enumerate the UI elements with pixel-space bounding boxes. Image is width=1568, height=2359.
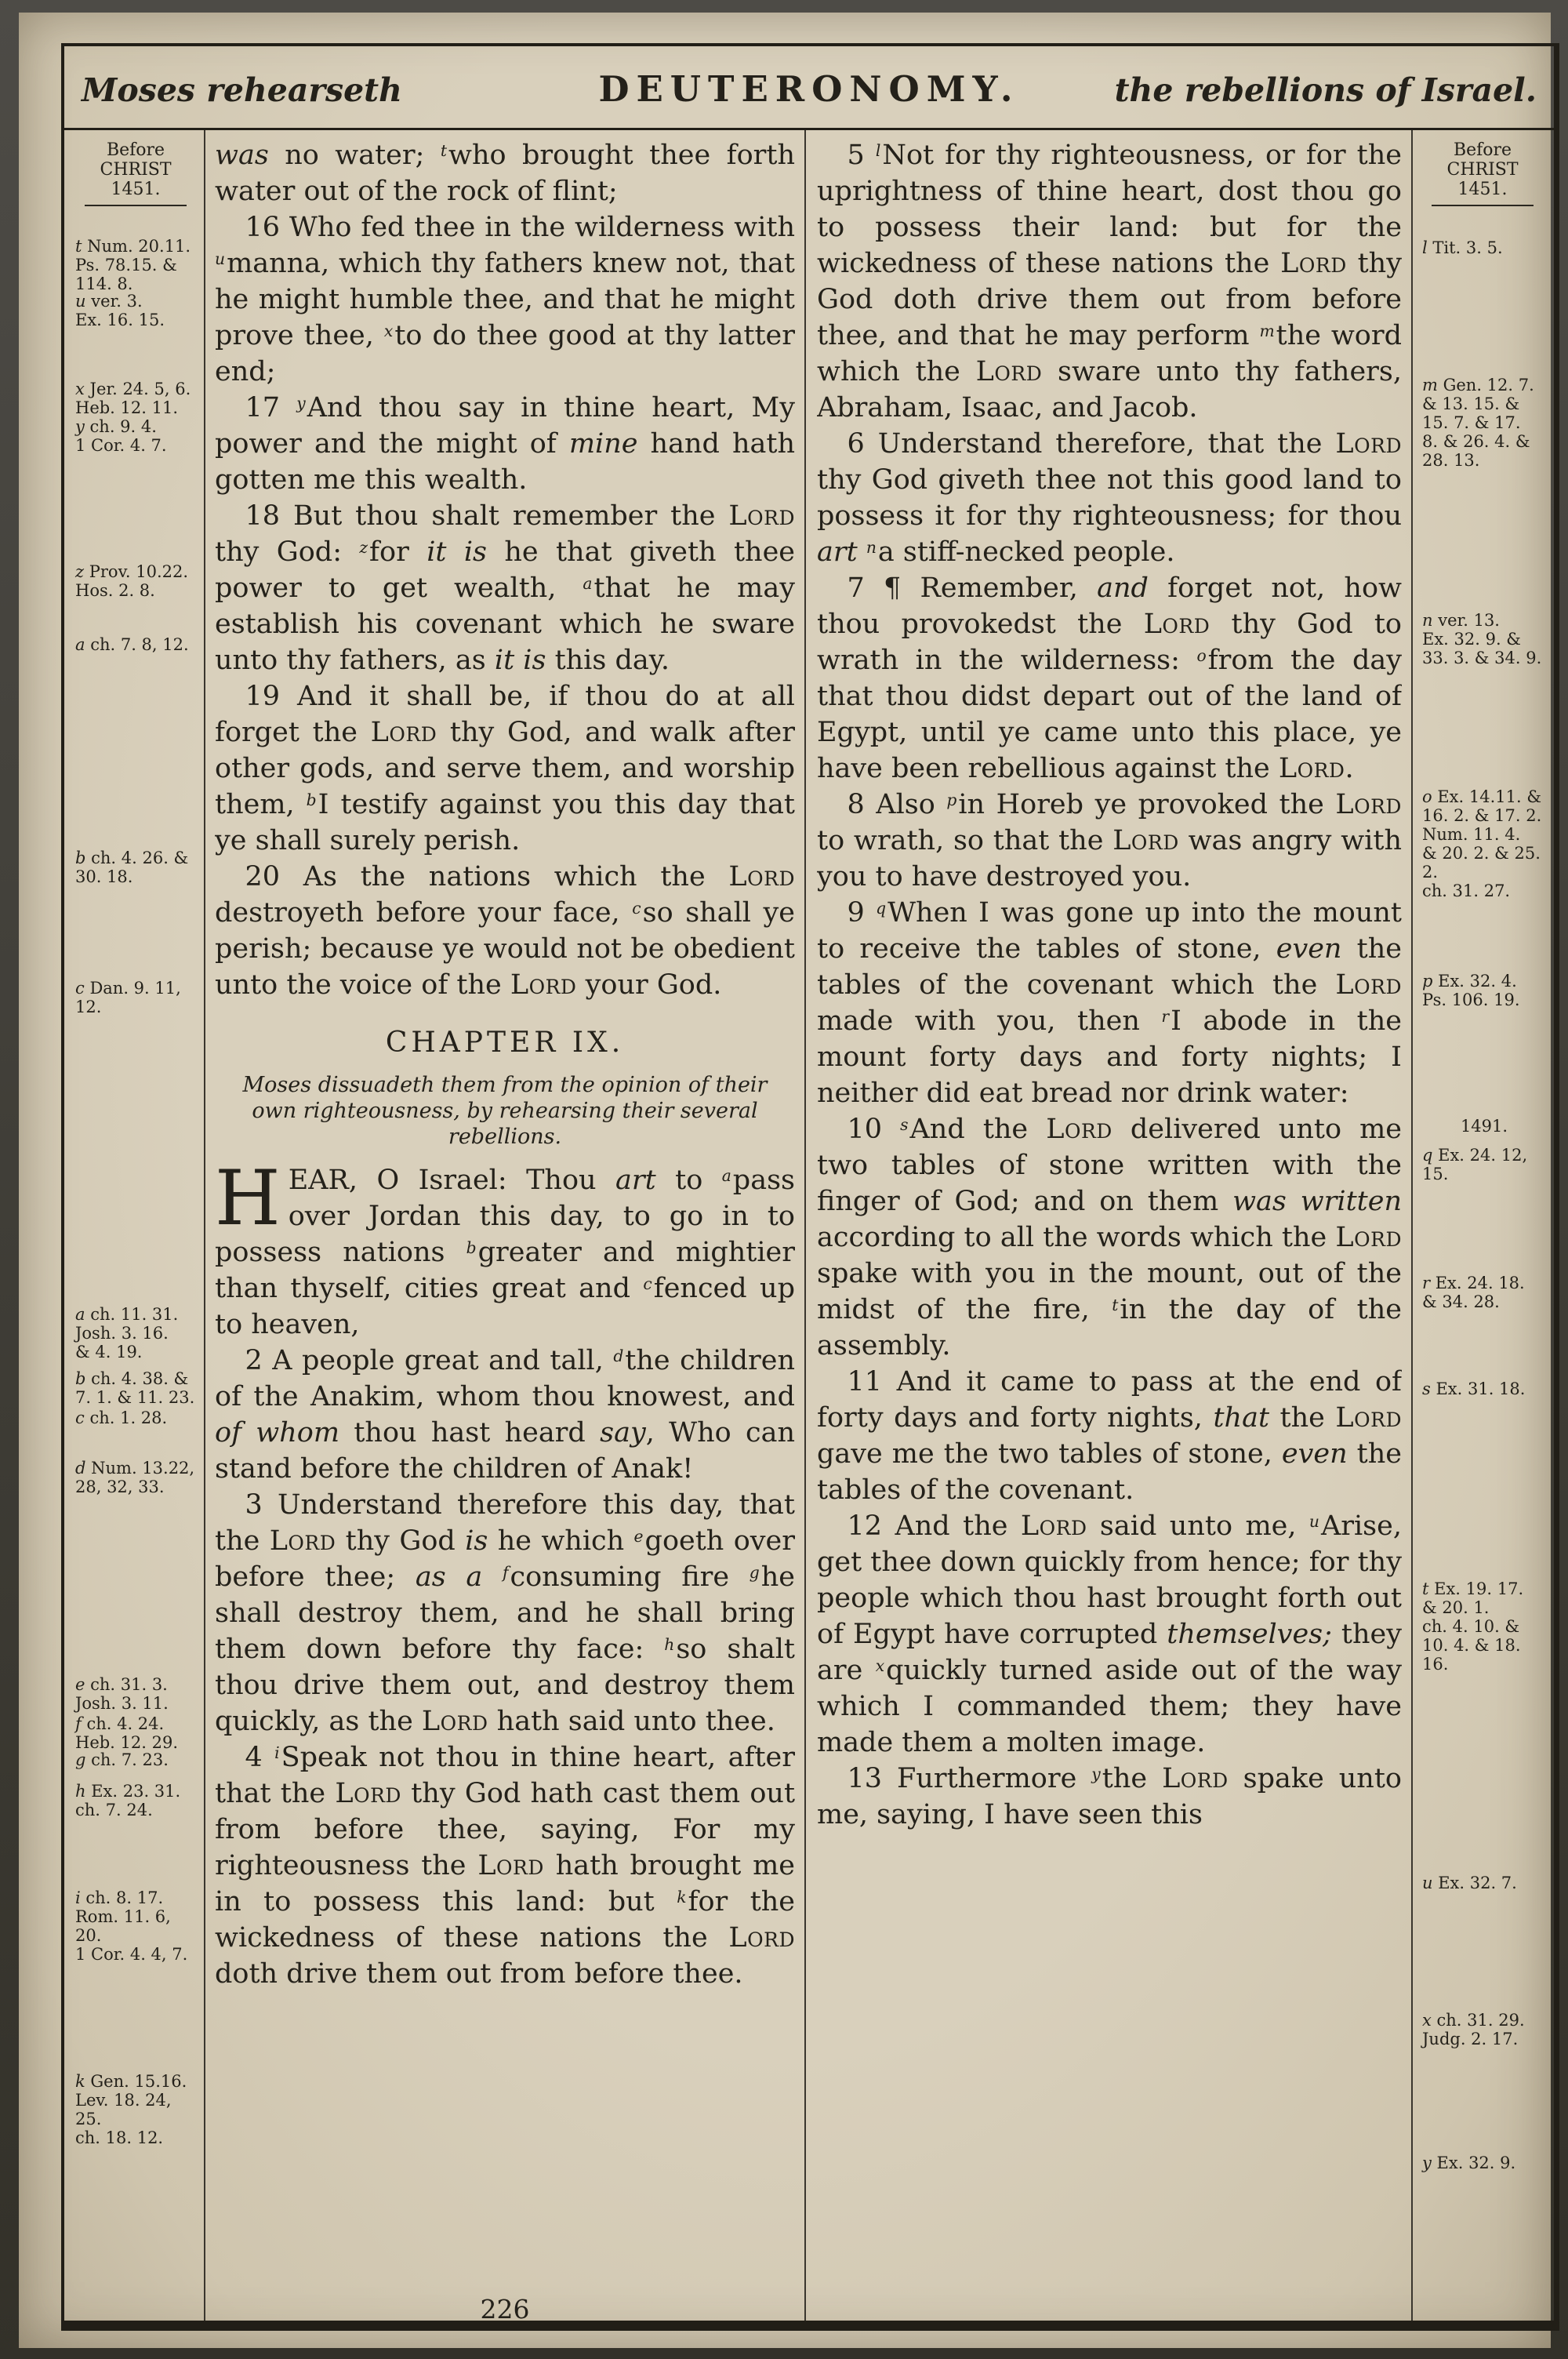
margin-note: n ver. 13. Ex. 32. 9. & 33. 3. & 34. 9. <box>1422 611 1542 667</box>
verse-paragraph: 6 Understand therefore, that the Lord thy God giveth thee not this good land to possess it for thy righteousness; for thou art $^n$a stiff-necked people. <box>817 428 1402 568</box>
margin-note: l Tit. 3. 5. <box>1422 238 1503 257</box>
verse-paragraph: 8 Also $^p$in Horeb ye provoked the Lord to wrath, so that the Lord was angry with you to have destroyed you. <box>817 789 1402 892</box>
verse-paragraph: 9 $^q$When I was gone up into the mount to receive the tables of stone, even the tables of the covenant which the Lord made with you, then $^r$I abode in the mount forty days and forty nights; I neither did eat bread nor drink water: <box>817 897 1402 1109</box>
verse-paragraph: 11 And it came to pass at the end of forty days and forty nights, that the Lord gave me the two tables of stone, even the tables of the covenant. <box>817 1366 1402 1506</box>
verse-paragraph: 7 ¶ Remember, and forget not, how thou provokedst the Lord thy God to wrath in the wilderness: $^o$from the day that thou didst depart out of the land of Egypt, until ye came unto this place, ye have been rebellious against the Lord. <box>817 572 1402 784</box>
margin-note: r Ex. 24. 18. & 34. 28. <box>1422 1274 1525 1311</box>
margin-note: m Gen. 12. 7. & 13. 15. & 15. 7. & 17. 8. & 26. 4. & 28. 13. <box>1422 376 1534 470</box>
verse-paragraph: 20 As the nations which the Lord destroyeth before your face, $^c$so shall ye perish; because ye would not be obedient unto the voice of the Lord your God. <box>215 861 795 1001</box>
date-note: 1491. <box>1460 1117 1508 1136</box>
margin-note: o Ex. 14.11. & 16. 2. & 17. 2. Num. 11. 4. & 20. 2. & 25. 2. ch. 31. 27. <box>1422 787 1542 900</box>
column-rule <box>204 130 205 2321</box>
verse-paragraph: 16 Who fed thee in the wilderness with $^u$manna, which thy fathers knew not, that he might humble thee, and that he might prove thee, $^x$to do thee good at thy latter end; <box>215 212 795 387</box>
margin-note: d Num. 13.22, 28, 32, 33. <box>75 1459 195 1496</box>
header-rule <box>64 128 1554 130</box>
margin-note: u Ex. 32. 7. <box>1422 1874 1517 1892</box>
verse-paragraph-dropcap: HEAR, O Israel: Thou art to $^a$pass over Jordan this day, to go in to possess nations $^b$greater and mightier than thyself, cities great and $^c$fenced up to heaven, <box>215 1154 795 1340</box>
margin-note: t Ex. 19. 17. & 20. 1. ch. 4. 10. & 10. 4. & 18. 16. <box>1422 1579 1524 1674</box>
before-christ-heading: Before CHRIST 1451. <box>1432 140 1533 206</box>
verse-paragraph: 2 A people great and tall, $^d$the children of the Anakim, whom thou knowest, and of whom thou hast heard say, Who can stand before the children of Anak! <box>215 1345 795 1485</box>
margin-note: u ver. 3. Ex. 16. 15. <box>75 292 165 329</box>
verse-paragraph: 3 Understand therefore this day, that the Lord thy God is he which $^e$goeth over before thee; as a $^f$consuming fire $^g$he shall destroy them, and he shall bring them down before thy face: $^h$so shalt thou drive them out, and destroy them quickly, as the Lord hath said unto thee. <box>215 1489 795 1737</box>
column-rule <box>1411 130 1413 2321</box>
page-number: 226 <box>480 2294 530 2324</box>
margin-note: c Dan. 9. 11, 12. <box>75 979 181 1016</box>
drop-cap-initial: H <box>215 1154 281 1242</box>
margin-note: i ch. 8. 17. Rom. 11. 6, 20. 1 Cor. 4. 4, 7. <box>75 1888 188 1964</box>
margin-note: t Num. 20.11. Ps. 78.15. & 114. 8. <box>75 237 191 293</box>
print-area <box>61 43 1559 2331</box>
running-head-right: the rebellions of Israel. <box>1114 71 1537 109</box>
chapter-heading: CHAPTER IX. <box>385 1027 625 1059</box>
verse-paragraph: 4 $^i$Speak not thou in thine heart, after that the Lord thy God hath cast them out from before thee, saying, For my righteousness the Lord hath brought me in to possess this land: but $^k$for the wickedness of these nations the Lord doth drive them out from before thee. <box>215 1742 795 1990</box>
margin-note: g ch. 7. 23. <box>75 1750 169 1769</box>
running-head <box>82 68 1537 118</box>
margin-note: e ch. 31. 3. Josh. 3. 11. <box>75 1675 169 1713</box>
margin-note: h Ex. 23. 31. ch. 7. 24. <box>75 1782 181 1819</box>
margin-note: z Prov. 10.22. Hos. 2. 8. <box>75 562 189 600</box>
verse-paragraph: 13 Furthermore $^y$the Lord spake unto me, saying, I have seen this <box>817 1763 1402 1830</box>
running-head-center: DEUTERONOMY. <box>598 68 1020 110</box>
column-rule <box>804 130 806 2321</box>
verse-paragraph: 17 $^y$And thou say in thine heart, My power and the might of mine hand hath gotten me this wealth. <box>215 392 795 496</box>
left-margin-column <box>71 133 201 2321</box>
verse-paragraph: 19 And it shall be, if thou do at all forget the Lord thy God, and walk after other gods, and serve them, and worship them, $^b$I testify against you this day that ye shall surely perish. <box>215 681 795 856</box>
margin-note: c ch. 1. 28. <box>75 1408 168 1427</box>
verse-paragraph: 12 And the Lord said unto me, $^u$Arise, get thee down quickly from hence; for thy people which thou hast brought forth out of Egypt have corrupted themselves; they are $^x$quickly turned aside out of the way which I commanded them; they have made them a molten image. <box>817 1510 1402 1758</box>
margin-note: x Jer. 24. 5, 6. Heb. 12. 11. <box>75 380 191 417</box>
margin-note: a ch. 7. 8, 12. <box>75 635 189 654</box>
running-head-left: Moses rehearseth <box>82 71 402 109</box>
margin-note: x ch. 31. 29. Judg. 2. 17. <box>1422 2011 1525 2048</box>
margin-note: p Ex. 32. 4. Ps. 106. 19. <box>1422 972 1520 1009</box>
verse-paragraph: 10 $^s$And the Lord delivered unto me two tables of stone written with the finger of God; and on them was written according to all the words which the Lord spake with you in the mount, out of the midst of the fire, $^t$in the day of the assembly. <box>817 1114 1402 1361</box>
continuation-paragraph: was no water; $^t$who brought thee forth water out of the rock of flint; <box>215 140 795 207</box>
right-margin-column <box>1417 133 1548 2321</box>
margin-note: y ch. 9. 4. 1 Cor. 4. 7. <box>75 417 167 455</box>
margin-note: q Ex. 24. 12, 15. <box>1422 1146 1528 1183</box>
margin-note: b ch. 4. 26. & 30. 18. <box>75 849 189 886</box>
right-text-column <box>817 137 1402 2316</box>
margin-note: f ch. 4. 24. Heb. 12. 29. <box>75 1714 179 1752</box>
verse-paragraph: 5 $^l$Not for thy righteousness, or for the uprightness of thine heart, dost thou go to possess their land: but for the wickedness of these nations the Lord thy God doth drive them out from before thee, and that he may perform $^m$the word which the Lord sware unto thy fathers, Abraham, Isaac, and Jacob. <box>817 140 1402 423</box>
margin-note: y Ex. 32. 9. <box>1422 2154 1516 2172</box>
before-christ-heading: Before CHRIST 1451. <box>85 140 186 206</box>
margin-note: a ch. 11. 31. Josh. 3. 16. & 4. 19. <box>75 1305 179 1361</box>
verse-paragraph: 18 But thou shalt remember the Lord thy God: $^z$for it is he that giveth thee power to get wealth, $^a$that he may establish his covenant which he sware unto thy fathers, as it is this day. <box>215 500 795 676</box>
margin-note: s Ex. 31. 18. <box>1422 1379 1526 1398</box>
margin-note: b ch. 4. 38. & 7. 1. & 11. 23. <box>75 1369 195 1407</box>
left-text-column <box>215 137 795 2316</box>
margin-note: k Gen. 15.16. Lev. 18. 24, 25. ch. 18. 12. <box>75 2072 187 2147</box>
chapter-summary: Moses dissuadeth them from the opinion of their own righteousness, by rehearsing their several rebellions. <box>242 1073 768 1149</box>
